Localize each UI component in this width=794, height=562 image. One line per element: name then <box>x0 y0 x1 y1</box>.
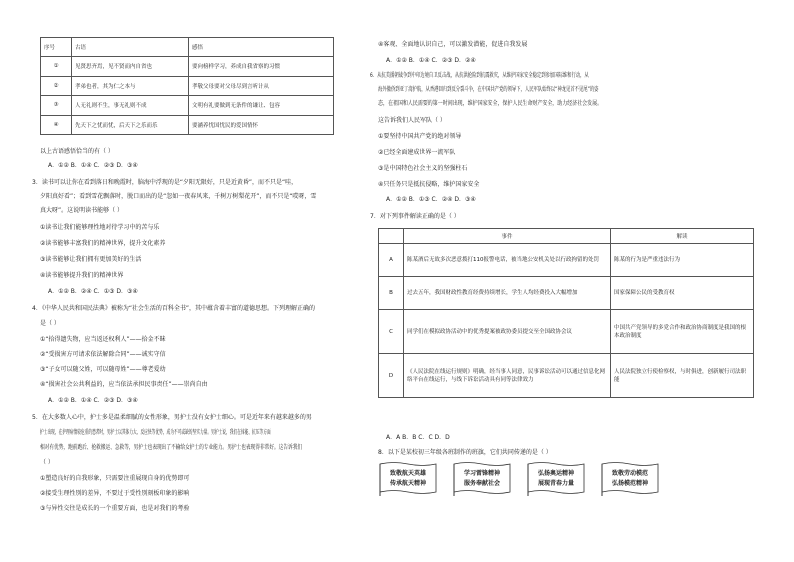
question-text: 夕阳真好看”；看到雪花飘落时，脱口而出的是“忽如一夜春风来，千树万树梨花开”，而不只是“哎呀，雪 <box>40 193 317 200</box>
question-text: 7．对下列事件解读正确的是（ ） <box>370 213 460 220</box>
event-table <box>378 228 754 398</box>
answer-options: A．①② B．①④ C．②③ D．②④ <box>386 57 476 64</box>
table-header-cell: 序号 <box>41 38 72 57</box>
question-text: 3．读书可以让你在看到落日和晚霞时，脑海中浮现的是“夕阳无限好，只是近黄昏”，而不只是“哇， <box>32 179 298 186</box>
table-cell: 要涵养忧国忧民的爱国情怀 <box>189 115 334 135</box>
table-row <box>41 96 334 116</box>
statement-item: ①读书让我们能够理性地对待学习中的苦与乐 <box>40 224 160 231</box>
table-row <box>41 115 334 135</box>
table-header-cell: 解读 <box>611 229 754 244</box>
answer-options: A．①② B．②④ C．①③ D．③④ <box>48 288 138 295</box>
class-flag <box>600 462 660 496</box>
table-cell: 中国共产党领导的多党合作和政治协商制度是我国的根本政治制度 <box>611 310 754 354</box>
table-header-cell: 古语 <box>72 38 189 57</box>
table-cell: 《人民法院在线运行规则》明确，经当事人同意，民事诉讼活动可以通过信息化网络平台在线运行，与线下诉讼活动具有同等法律效力 <box>404 354 611 398</box>
table-cell: ② <box>41 76 72 96</box>
table-cell: 人无礼则不生，事无礼则不成 <box>72 96 189 116</box>
table-row <box>379 277 754 310</box>
question-text: 海外撤侨到亚丁湾护航，从香港回归到反分裂斗争，在中国共产党的领导下，人民军队始终以“神龙见首不见尾”的姿 <box>378 86 599 93</box>
table-cell: D <box>379 354 404 398</box>
flag-line: 弘扬模范精神 <box>611 480 648 487</box>
statement-item: ④“损害社会公共利益的，应当依法承担民事责任”——崇尚自由 <box>40 381 208 388</box>
statement-item: ③是中国特色社会主义的坚强柱石 <box>378 165 468 172</box>
table-cell: 陈某的行为是严重违法行为 <box>611 244 754 277</box>
question-text: 8．以下是某校初三年级各班制作的班旗，它们共同传递的是（ ） <box>378 449 552 456</box>
table-cell: 文明有礼要做到无条件的谦让、包容 <box>189 96 334 116</box>
statement-item: ①要坚持中国共产党的绝对领导 <box>378 133 462 140</box>
table-cell: C <box>379 310 404 354</box>
answer-options: A．①② B．①④ C．②③ D．③④ <box>48 397 138 404</box>
question-text: （ ） <box>40 459 54 466</box>
table-row <box>41 57 334 77</box>
flag-line: 致敬航天英雄 <box>389 470 426 477</box>
table-header-row <box>41 38 334 57</box>
statement-item: ②“受损害方可请求依法解除合同”——诚实守信 <box>40 351 166 358</box>
table-cell: 同学们在模拟政协活动中的优秀提案被政协委员提交至全国政协会议 <box>404 310 611 354</box>
table-cell: ④ <box>41 115 72 135</box>
table-header-cell: 感悟 <box>189 38 334 57</box>
question-text: 5．在大多数人心中，护士多是温柔细腻的女性形象，男护士没有女护士细心。可是近年来有越来越多的男 <box>32 414 312 421</box>
flag-text <box>454 469 510 489</box>
table-row <box>379 244 754 277</box>
table-cell: 先天下之忧而忧，后天下之乐而乐 <box>72 115 189 135</box>
class-flag <box>452 462 512 496</box>
statement-item: ②已经全面建成世界一流军队 <box>378 149 456 156</box>
flag-line: 展现青春力量 <box>537 480 574 487</box>
class-flag <box>378 462 438 496</box>
flag-text <box>380 469 436 489</box>
statement-item: ③读书能够让我们拥有更加美好的生活 <box>40 256 142 263</box>
question-text: 4．《中华人民共和国民法典》被称为“社会生活的百科全书”，其中蕴含着丰富的道德思想。下列理解正确的 <box>32 305 316 312</box>
table-cell: 孝弟也者，其为仁之本与 <box>72 76 189 96</box>
flag-line: 学习雷锋精神 <box>463 470 500 477</box>
table-cell: ③ <box>41 96 72 116</box>
flag-line: 致敬劳动模范 <box>611 470 648 477</box>
statement-item: ①“拾得遗失物，应当返还权利人”——拾金不昧 <box>40 336 166 343</box>
table-cell: 要向榜样学习，养成自我省察的习惯 <box>189 57 334 77</box>
table-cell: ① <box>41 57 72 77</box>
table-header-cell <box>379 229 404 244</box>
table-row <box>379 310 754 354</box>
statement-item: ②接受生理性别的差异，不要过于受性别刻板印象的影响 <box>40 490 190 497</box>
answer-options: A．①② B．①④ C．②③ D．③④ <box>48 162 138 169</box>
table-cell: 陈某酒后无故多次恶意拨打110报警电话，被当地公安机关处以行政拘留的处罚 <box>404 244 611 277</box>
statement-item: ④只任务只是抵抗侵略，维护国家安全 <box>378 181 480 188</box>
table-cell: 过去五年，我国财政性教育经费持续增长，学生人均经费投入大幅增加 <box>404 277 611 310</box>
table-cell: 国家保障公民的受教育权 <box>611 277 754 310</box>
table-cell: 人民法院独立行使检察权，与时俱进，创新履行司法职能 <box>611 354 754 398</box>
question-text: 真大呀”。这说明读书能够（ ） <box>40 207 124 214</box>
table-cell: A <box>379 244 404 277</box>
question-text: 态，在祖国和人民需要的第一时间出现，维护国家安全，保护人民生命财产安全，助力经济社会发展。 <box>378 100 603 107</box>
statement-item: ④读书能够提升我们的精神世界 <box>40 272 124 279</box>
question-text: 相对有优势，跑前跑后、抢救搬运、急救等，男护士也表现出了不输给女护士的专业能力。男护士也表现得非常好。这告诉我们 <box>40 444 303 451</box>
statement-item: ②读书能够丰富我们的精神世界，提升文化素养 <box>40 240 166 247</box>
table-cell: B <box>379 277 404 310</box>
question-text: 6．从抗美援朝战争到中印边境自卫反击战，从抗洪抢险到抗震救灾，从维护国家安全稳定到参加国际维和行动，从 <box>370 72 589 79</box>
table-cell: 见贤思齐焉，见不贤而内自省也 <box>72 57 189 77</box>
flag-line: 服务奉献社会 <box>463 480 500 487</box>
table-row <box>41 76 334 96</box>
answer-options: A．A B．B C．C D．D <box>386 434 450 441</box>
question-text: 是（ ） <box>40 320 60 327</box>
statement-item: ③“子女可以随父姓，可以随母姓”——尊老爱幼 <box>40 366 166 373</box>
table-header-row <box>379 229 754 244</box>
table-row <box>379 354 754 398</box>
statement-item: ③与异性交往是成长的一个重要方面，也是对我们的考验 <box>40 505 190 512</box>
proverb-table <box>40 37 334 135</box>
table-cell: 孝敬父母要对父母尽到言听计从 <box>189 76 334 96</box>
flag-line: 弘扬奥运精神 <box>537 470 574 477</box>
flag-text <box>528 469 584 489</box>
question-text: 这告诉我们人民军队（ ） <box>378 117 446 124</box>
question-text: 以上古语感悟恰当的有（ ） <box>40 148 114 155</box>
answer-options: A．①② B．①③ C．②④ D．③④ <box>386 196 476 203</box>
table-header-cell: 事件 <box>404 229 611 244</box>
question-text: 护士出现，在护理病情较危重的患者时，男护士以其体力大、反应快等优势，成为不可或缺的坚实力量。男护士说，我们在体能、抗压等方面 <box>40 429 271 436</box>
statement-item: ④客观、全面地认识自己，可以激发潜能，促进自我发展 <box>378 41 528 48</box>
flag-line: 传承航天精神 <box>389 480 426 487</box>
class-flag <box>526 462 586 496</box>
flag-text <box>602 469 658 489</box>
statement-item: ①塑造良好的自我形象，只需要注重展现自身的优势即可 <box>40 475 190 482</box>
